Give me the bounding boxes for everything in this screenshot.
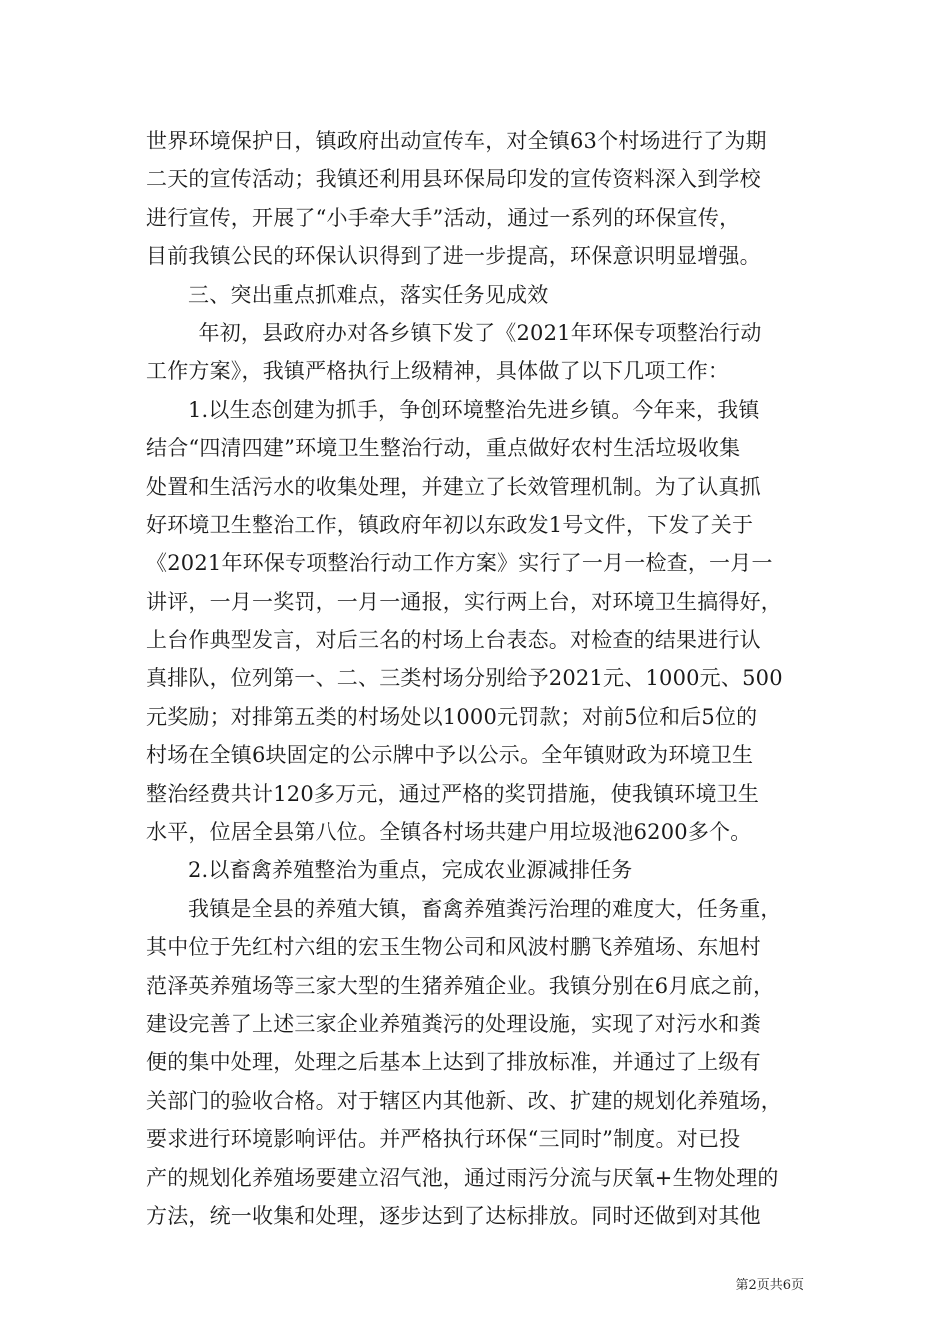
text-line: 工作方案》，我镇严格执行上级精神，具体做了以下几项工作： — [146, 359, 730, 384]
text-line: 关部门的验收合格。对于辖区内其他新、改、扩建的规划化养殖场， — [146, 1088, 782, 1113]
text-line: 村场在全镇6块固定的公示牌中予以公示。全年镇财政为环境卫生 — [146, 743, 754, 768]
text-line: 方法，统一收集和处理，逐步达到了达标排放。同时还做到对其他 — [146, 1203, 761, 1228]
text-line: 二天的宣传活动；我镇还利用县环保局印发的宣传资料深入到学校 — [146, 167, 761, 192]
text-line: 要求进行环境影响评估。并严格执行环保“三同时”制度。对已投 — [146, 1127, 741, 1152]
text-line: 2.以畜禽养殖整治为重点，完成农业源减排任务 — [188, 858, 633, 883]
body-text — [146, 122, 818, 1235]
text-line: 产的规划化养殖场要建立沼气池，通过雨污分流与厌氧+生物处理的 — [146, 1165, 779, 1190]
text-line: 世界环境保护日，镇政府出动宣传车，对全镇63个村场进行了为期 — [146, 129, 767, 153]
text-line: 进行宣传，开展了“小手牵大手”活动，通过一系列的环保宣传， — [146, 205, 741, 230]
text-line: 讲评，一月一奖罚，一月一通报，实行两上台，对环境卫生搞得好， — [146, 589, 782, 614]
text-line: 三、突出重点抓难点，落实任务见成效 — [188, 282, 549, 307]
text-line: 好环境卫生整治工作，镇政府年初以东政发1号文件，下发了关于 — [146, 512, 754, 537]
text-line: 其中位于先红村六组的宏玉生物公司和风波村鹏飞养殖场、东旭村 — [146, 935, 761, 960]
text-line: 整治经费共计120多万元，通过严格的奖罚措施，使我镇环境卫生 — [146, 781, 760, 806]
text-line: 水平，位居全县第八位。全镇各村场共建户用垃圾池6200多个。 — [146, 820, 752, 845]
text-line: 结合“四清四建”环境卫生整治行动，重点做好农村生活垃圾收集 — [146, 436, 741, 461]
text-line: 真排队，位列第一、二、三类村场分别给予2021元、1000元、500 — [146, 666, 783, 691]
text-line: 便的集中处理，处理之后基本上达到了排放标准，并通过了上级有 — [146, 1050, 761, 1075]
text-line: 年初，县政府办对各乡镇下发了《2021年环保专项整治行动 — [198, 320, 762, 345]
text-line: 《2021年环保专项整治行动工作方案》实行了一月一检查，一月一 — [146, 551, 773, 576]
text-line: 范泽英养殖场等三家大型的生猪养殖企业。我镇分别在6月底之前， — [146, 973, 775, 998]
page-number: 第2页共6页 — [735, 1278, 804, 1293]
text-line: 我镇是全县的养殖大镇，畜禽养殖粪污治理的难度大，任务重， — [188, 896, 782, 921]
text-line: 处置和生活污水的收集处理，并建立了长效管理机制。为了认真抓 — [146, 474, 761, 499]
text-line: 1.以生态创建为抓手，争创环境整治先进乡镇。今年来，我镇 — [188, 397, 760, 422]
text-line: 建设完善了上述三家企业养殖粪污的处理设施，实现了对污水和粪 — [146, 1011, 761, 1036]
text-line: 元奖励；对排第五类的村场处以1000元罚款；对前5位和后5位的 — [146, 704, 758, 729]
text-line: 目前我镇公民的环保认识得到了进一步提高，环保意识明显增强。 — [146, 244, 761, 269]
text-line: 上台作典型发言，对后三名的村场上台表态。对检查的结果进行认 — [146, 628, 761, 653]
